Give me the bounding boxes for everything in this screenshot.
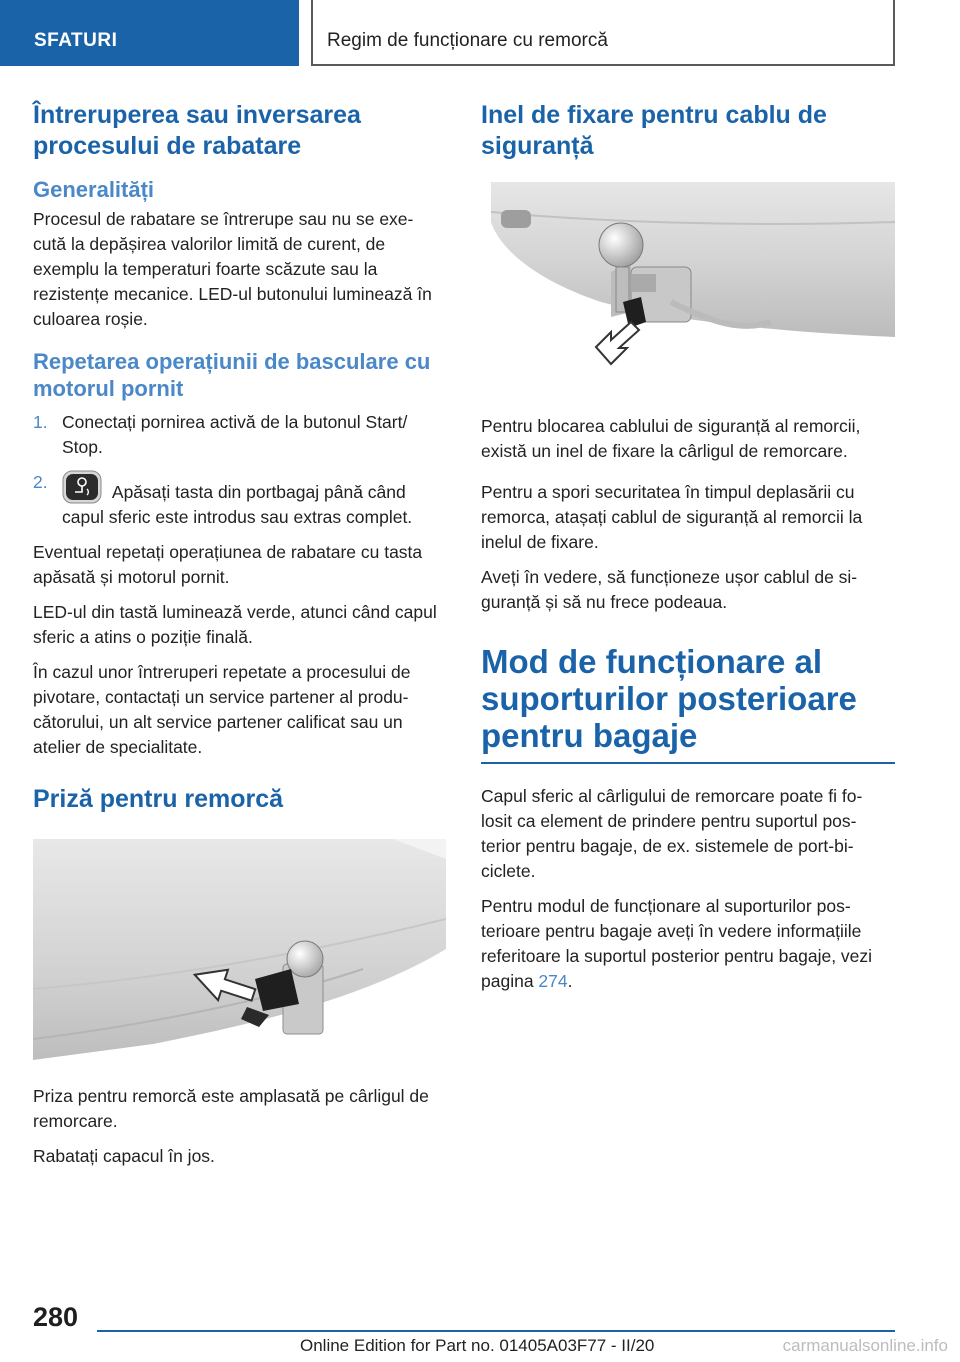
trailer-socket-image (33, 839, 446, 1060)
paragraph-led: LED-ul din tastă luminează verde, atunci când capul sferic a atins o poziție finală. (33, 602, 437, 647)
steps-list (33, 410, 446, 530)
step-number: 1. (33, 412, 48, 432)
edition-note: Online Edition for Part no. 01405A03F77 - II/20 (300, 1336, 655, 1355)
step-item (33, 410, 446, 460)
paragraph-service: În cazul unor întreruperi repetate a procesului de pivotare, contactați un service partener al produ‐ cătorului, un alt service partener calificat sau un atelier de specialitate. (33, 662, 411, 757)
subheading-repeat: Repetarea operațiunii de basculare cu motorul pornit (33, 349, 431, 401)
right-column (481, 100, 895, 1004)
step-text: Conectați pornirea activă de la butonul Start/ Stop. (62, 412, 408, 457)
subheading-general: Generalități (33, 177, 155, 202)
paragraph-socket-location: Priza pentru remorcă este amplasată pe cârligul de remorcare. (33, 1086, 429, 1131)
trailer-socket-illustration (33, 839, 446, 1060)
section-tab (0, 0, 299, 66)
paragraph-ring-attach: Pentru a spori securitatea în timpul deplasării cu remorca, atașați cablul de siguranță al remorcii la inelul de fixare. (481, 482, 863, 552)
step-number: 2. (33, 472, 48, 492)
paragraph-carrier-ref-text: Pentru modul de funcționare al suporturilor pos‐ terioare pentru bagaje aveți în vedere informațiile referitoare la suportul posterior pentru bagaje, vezi pagina (481, 896, 873, 991)
section-title: SFATURI (34, 30, 118, 51)
heading-interrupt: Întreruperea sau inversarea procesului de rabatare (33, 101, 361, 160)
tow-hitch-button-icon (62, 470, 102, 504)
paragraph-carrier-use: Capul sferic al cârligului de remorcare poate fi fo‐ losit ca element de prindere pentru suportul pos‐ terior pentru bagaje, de ex. sistemele de port-bi‐ ciclete. (481, 786, 863, 881)
safety-ring-image (481, 182, 895, 378)
paragraph-carrier-ref (481, 894, 895, 994)
heading-rear-carrier: Mod de funcționare al suporturilor posterioare pentru bagaje (481, 643, 895, 764)
paragraph-general: Procesul de rabatare se întrerupe sau nu se exe‐ cută la depășirea valorilor limită de curent, de exemplu la temperaturi foarte scăzute sau la rezistențe mecanice. LED-ul butonului luminează în culoarea roșie. (33, 209, 432, 329)
footer-divider (97, 1330, 895, 1332)
step-text: Apăsați tasta din portbagaj până când capul sferic este introdus sau extras complet. (62, 482, 413, 527)
left-column (33, 100, 446, 1179)
chapter-tab (311, 0, 895, 66)
watermark: carmanualsonline.info (782, 1336, 948, 1355)
paragraph-carrier-ref-end: . (567, 971, 573, 991)
page-number: 280 (33, 1302, 79, 1332)
page-link-274[interactable]: 274 (538, 971, 568, 991)
paragraph-ring-purpose: Pentru blocarea cablului de siguranță al remorcii, există un inel de fixare la cârligul de remorcare. (481, 416, 861, 461)
safety-ring-illustration (481, 182, 895, 378)
step-item (33, 470, 446, 530)
page-header (0, 0, 960, 66)
heading-safety-ring: Inel de fixare pentru cablu de siguranță (481, 101, 827, 160)
paragraph-ring-note: Aveți în vedere, să funcționeze ușor cablul de si‐ guranță și să nu frece podeaua. (481, 567, 858, 612)
chapter-title: Regim de funcționare cu remorcă (327, 30, 608, 51)
paragraph-socket-cover: Rabatați capacul în jos. (33, 1146, 215, 1166)
paragraph-repeat: Eventual repetați operațiunea de rabatare cu tasta apăsată și motorul pornit. (33, 542, 423, 587)
heading-socket: Priză pentru remorcă (33, 785, 284, 813)
